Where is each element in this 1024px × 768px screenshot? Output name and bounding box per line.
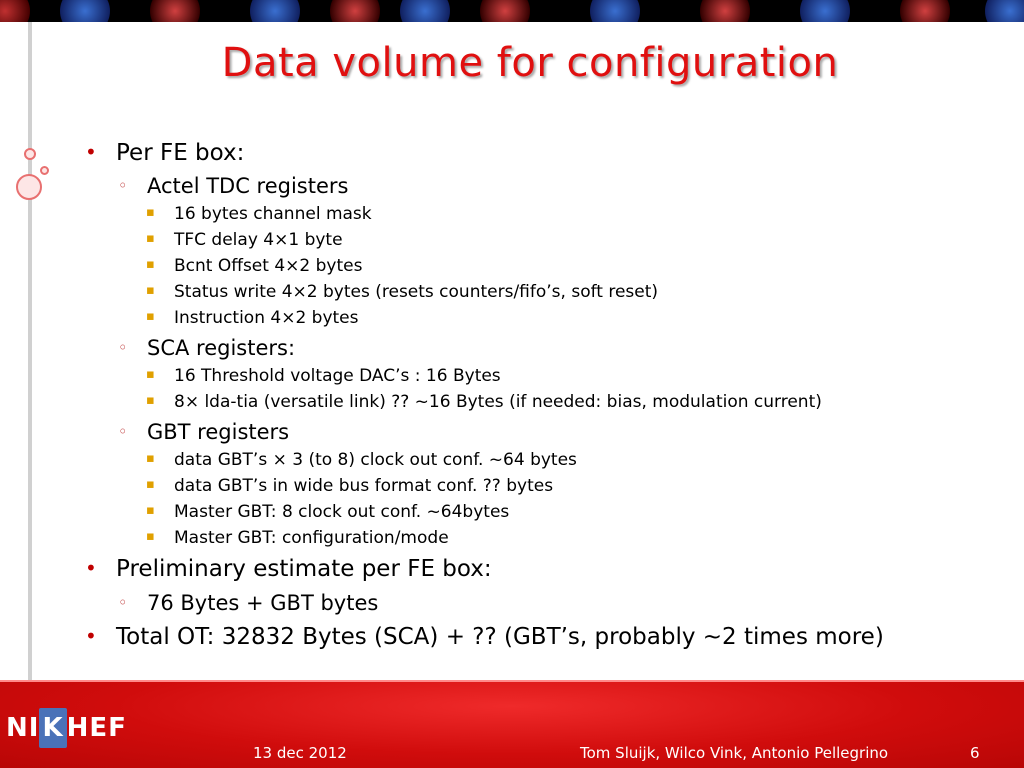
banner-decoration: [590, 0, 640, 22]
bullet-dot-icon: •: [85, 624, 97, 648]
bullet-total-ot: [85, 624, 884, 650]
bullet-square-icon: ▪: [146, 393, 155, 408]
bullet-text: data GBT’s × 3 (to 8) clock out conf. ~64 bytes: [174, 450, 577, 470]
bullet-text: 8× lda-tia (versatile link) ?? ~16 Bytes (if needed: bias, modulation current): [174, 392, 822, 412]
bullet-text: SCA registers:: [147, 336, 296, 360]
bullet-preliminary-estimate: [85, 556, 492, 582]
bullet-text: GBT registers: [147, 420, 290, 444]
bullet-square-icon: ▪: [146, 257, 155, 272]
bullet-actel-tdc: [118, 174, 349, 198]
banner-decoration: [800, 0, 850, 22]
bullet-text: Bcnt Offset 4×2 bytes: [174, 256, 363, 276]
banner-decoration: [985, 0, 1024, 22]
slide-title: Data volume for configuration: [221, 40, 839, 86]
bullet-square-icon: ▪: [146, 451, 155, 466]
bullet-sca-registers: [118, 336, 296, 360]
bullet-circle-icon: ◦: [118, 338, 128, 357]
banner-decoration: [480, 0, 530, 22]
bullet-per-fe-box: [85, 140, 245, 166]
top-banner: [0, 0, 1024, 22]
footer-divider: [0, 680, 1024, 682]
banner-decoration: [400, 0, 450, 22]
bullet-tfc-delay: [146, 230, 343, 250]
decor-dot-tiny: [40, 166, 49, 175]
bullet-square-icon: ▪: [146, 309, 155, 324]
bullet-channel-mask: [146, 204, 372, 224]
bullet-master-gbt-config: [146, 528, 449, 548]
bullet-text: Master GBT: 8 clock out conf. ~64bytes: [174, 502, 510, 522]
bullet-circle-icon: ◦: [118, 593, 128, 612]
footer-date: 13 dec 2012: [253, 744, 347, 762]
left-rail: [28, 22, 32, 680]
bullet-square-icon: ▪: [146, 205, 155, 220]
bullet-text: 16 bytes channel mask: [174, 204, 372, 224]
bullet-master-gbt-clock: [146, 502, 510, 522]
bullet-data-gbt-clock: [146, 450, 577, 470]
bullet-text: 76 Bytes + GBT bytes: [147, 591, 379, 615]
bullet-square-icon: ▪: [146, 529, 155, 544]
bullet-square-icon: ▪: [146, 231, 155, 246]
bullet-threshold-dac: [146, 366, 501, 386]
bullet-text: Preliminary estimate per FE box:: [116, 556, 492, 582]
bullet-gbt-registers: [118, 420, 290, 444]
footer-authors: Tom Sluijk, Wilco Vink, Antonio Pellegrino: [580, 744, 889, 762]
bullet-square-icon: ▪: [146, 283, 155, 298]
bullet-circle-icon: ◦: [118, 422, 128, 441]
banner-decoration: [700, 0, 750, 22]
bullet-76-bytes: [118, 591, 379, 615]
banner-decoration: [330, 0, 380, 22]
bullet-dot-icon: •: [85, 556, 97, 580]
bullet-instruction: [146, 308, 359, 328]
footer-bar: [0, 680, 1024, 768]
bullet-lda-tia: [146, 392, 822, 412]
banner-decoration: [900, 0, 950, 22]
bullet-text: Total OT: 32832 Bytes (SCA) + ?? (GBT’s, probably ~2 times more): [116, 624, 884, 650]
logo-text: HEF: [66, 713, 127, 743]
logo-text: NI: [6, 713, 40, 743]
bullet-circle-icon: ◦: [118, 176, 128, 195]
logo-k-box: K: [39, 708, 66, 748]
bullet-text: Per FE box:: [116, 140, 245, 166]
bullet-status-write: [146, 282, 659, 302]
banner-decoration: [250, 0, 300, 22]
bullet-text: 16 Threshold voltage DAC’s : 16 Bytes: [174, 366, 501, 386]
bullet-square-icon: ▪: [146, 477, 155, 492]
page-number: 6: [970, 744, 980, 762]
bullet-text: data GBT’s in wide bus format conf. ?? bytes: [174, 476, 554, 496]
bullet-data-gbt-widebus: [146, 476, 554, 496]
decor-dot-small: [24, 148, 36, 160]
bullet-square-icon: ▪: [146, 503, 155, 518]
bullet-text: Master GBT: configuration/mode: [174, 528, 449, 548]
bullet-square-icon: ▪: [146, 367, 155, 382]
decor-dot-large: [16, 174, 42, 200]
bullet-text: TFC delay 4×1 byte: [174, 230, 343, 250]
banner-decoration: [60, 0, 110, 22]
banner-decoration: [150, 0, 200, 22]
bullet-text: Instruction 4×2 bytes: [174, 308, 359, 328]
bullet-text: Status write 4×2 bytes (resets counters/fifo’s, soft reset): [174, 282, 659, 302]
nikhef-logo: [6, 708, 127, 748]
banner-decoration: [0, 0, 30, 22]
bullet-dot-icon: •: [85, 140, 97, 164]
bullet-bcnt-offset: [146, 256, 363, 276]
bullet-text: Actel TDC registers: [147, 174, 349, 198]
